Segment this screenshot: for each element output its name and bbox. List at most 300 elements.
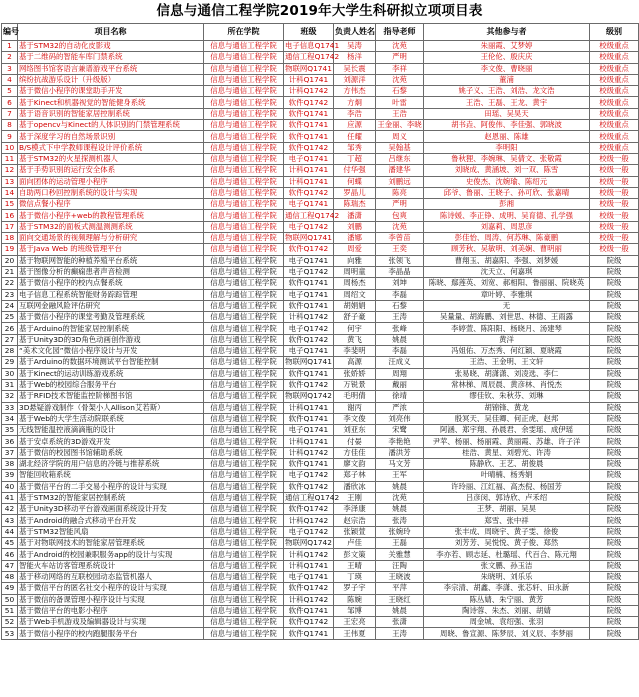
cell-advisor: 李磊: [376, 346, 424, 357]
cell-class: 电子Q1742: [284, 266, 334, 277]
cell-members: 李文俊、曹晓丽: [424, 63, 590, 74]
cell-leader: 黄飞: [334, 334, 376, 345]
cell-advisor: 张涛: [376, 515, 424, 526]
table-row: [2, 63, 639, 74]
cell-level: 院级: [590, 617, 639, 628]
cell-advisor: 王军: [376, 470, 424, 481]
cell-advisor: 王磊: [376, 538, 424, 549]
cell-level: 院级: [590, 413, 639, 424]
cell-members: 李婷萱、陈阳阳、杨晓月、汤建琴: [424, 323, 590, 334]
cell-leader: 毛明倩: [334, 391, 376, 402]
cell-class: 电子Q1742: [284, 470, 334, 481]
cell-leader: 周杨杰: [334, 278, 376, 289]
cell-name: 基于Web的大学生活动院联系统: [18, 413, 204, 424]
cell-name: 基于微信小程序的课堂助手开发: [18, 86, 204, 97]
cell-class: 计科Q1742: [284, 594, 334, 605]
cell-leader: 潘娜: [334, 233, 376, 244]
table-row: [2, 266, 639, 277]
cell-advisor: 李曾苗: [376, 233, 424, 244]
cell-advisor: 刘坤: [376, 278, 424, 289]
cell-level: 院级: [590, 470, 639, 481]
cell-class: 软件Q1741: [284, 413, 334, 424]
cell-advisor: 刘亮伟: [376, 413, 424, 424]
cell-members: 黄洋: [424, 334, 590, 345]
cell-leader: 邹博: [334, 605, 376, 616]
cell-college: 信息与通信工程学院: [204, 368, 284, 379]
cell-name: 基于opencv与Kinect的人体识别的门禁管理系统: [18, 120, 204, 131]
cell-leader: 罗晶儿: [334, 187, 376, 198]
cell-class: 电子Q1741: [284, 289, 334, 300]
cell-leader: 付晏: [334, 436, 376, 447]
cell-members: 张易晓、胡潇潇、刘凌选、李仁: [424, 368, 590, 379]
table-row: [2, 300, 639, 311]
cell-class: 计科Q1741: [284, 74, 334, 85]
cell-leader: 李浩: [334, 108, 376, 119]
cell-leader: 刘源洋: [334, 74, 376, 85]
cell-num: 40: [2, 481, 18, 492]
cell-num: 44: [2, 526, 18, 537]
cell-college: 信息与通信工程学院: [204, 74, 284, 85]
cell-level: 校级一般: [590, 210, 639, 221]
cell-college: 信息与通信工程学院: [204, 391, 284, 402]
cell-num: 46: [2, 549, 18, 560]
table-row: [2, 289, 639, 300]
cell-num: 48: [2, 571, 18, 582]
cell-level: 院级: [590, 515, 639, 526]
cell-advisor: 张婉玲: [376, 526, 424, 537]
cell-members: 叶晴楠、杨秀娟: [424, 470, 590, 481]
cell-leader: 陈瑞杰: [334, 199, 376, 210]
cell-class: 计科Q1742: [284, 86, 334, 97]
cell-class: 电子Q1741: [284, 153, 334, 164]
cell-name: B/S模式下中学教师课程设计评价系统: [18, 142, 204, 153]
cell-college: 信息与通信工程学院: [204, 289, 284, 300]
cell-num: 36: [2, 436, 18, 447]
table-row: [2, 187, 639, 198]
cell-advisor: 包爽: [376, 210, 424, 221]
cell-college: 信息与通信工程学院: [204, 628, 284, 639]
cell-level: 院级: [590, 391, 639, 402]
cell-members: 殷冥天、吴佳卿、何正虎、赵邦: [424, 413, 590, 424]
cell-members: 郑雪、张中祥: [424, 515, 590, 526]
cell-advisor: 张峰: [376, 323, 424, 334]
cell-level: 院级: [590, 628, 639, 639]
cell-members: 史俊杰、沈婉瑜、陈绍元: [424, 176, 590, 187]
cell-num: 29: [2, 357, 18, 368]
cell-members: 刘嘉莉、周思彦: [424, 221, 590, 232]
cell-advisor: 王金丽、李晓: [377, 120, 422, 130]
cell-num: 37: [2, 447, 18, 458]
cell-college: 信息与通信工程学院: [204, 425, 284, 436]
cell-level: 院级: [590, 504, 639, 515]
cell-leader: 周爱: [334, 244, 376, 255]
cell-class: 计科Q1742: [284, 549, 334, 560]
cell-members: 李亦若、顾志延、杜璐瑶、代百合、陈元翔: [424, 549, 590, 560]
cell-level: 校级一般: [590, 199, 639, 210]
cell-level: 校级一般: [590, 233, 639, 244]
cell-members: 刘芳芳、吴悦悦、黄子俊、郑然: [424, 538, 590, 549]
cell-advisor: 戴丽: [376, 379, 424, 390]
cell-advisor: 王奕: [376, 244, 424, 255]
cell-members: 朱丽霞、艾梦婷: [424, 41, 590, 52]
cell-members: 吴量量、胡海鹏、刘世思、林德、王雨露: [424, 312, 590, 323]
cell-leader: 李斐明: [334, 346, 376, 357]
cell-advisor: 姚晨: [376, 481, 424, 492]
cell-level: 院级: [590, 289, 639, 300]
cell-num: 9: [2, 131, 18, 142]
cell-members: 董浦: [424, 74, 590, 85]
header-level: 级别: [590, 24, 639, 41]
cell-advisor: 马文芳: [376, 458, 424, 469]
cell-college: 信息与通信工程学院: [204, 165, 284, 176]
cell-members: 鲁秋狸、李婉琳、吴倩文、张敬霞: [424, 153, 590, 164]
cell-leader: 李文俊: [334, 413, 376, 424]
table-row: [2, 402, 639, 413]
table-row: [2, 391, 639, 402]
cell-num: 11: [2, 153, 18, 164]
table-row: [2, 425, 639, 436]
cell-name: 3D悬疑游戏制作（骨架小人Allison艾若斯）: [18, 402, 204, 413]
cell-name: 基于STM32的面板式测温测测系统: [18, 221, 204, 232]
cell-advisor: 李晶晶: [376, 266, 424, 277]
cell-name: 智能火车站访客管理系统设计: [18, 560, 204, 571]
cell-college: 信息与通信工程学院: [204, 538, 284, 549]
cell-num: 8: [2, 120, 18, 131]
cell-class: 电子Q1742: [284, 526, 334, 537]
cell-name: 基于RFID技术智能监控阶梯图书馆: [18, 391, 204, 402]
cell-advisor: 潘建华: [376, 165, 424, 176]
cell-college: 信息与通信工程学院: [204, 142, 284, 153]
cell-num: 28: [2, 346, 18, 357]
cell-advisor: 李祥: [376, 63, 424, 74]
cell-members: 无: [424, 300, 590, 311]
cell-class: 计科Q1741: [284, 402, 334, 413]
cell-class: 计科Q1742: [284, 515, 334, 526]
cell-leader: 吴长震: [334, 63, 376, 74]
cell-advisor: 汪陶: [376, 560, 424, 571]
cell-advisor: 王晓波: [376, 571, 424, 582]
cell-num: 49: [2, 583, 18, 594]
table-row: [2, 255, 639, 266]
cell-level: 院级: [590, 436, 639, 447]
cell-num: 50: [2, 594, 18, 605]
cell-class: 软件Q1742: [284, 187, 334, 198]
cell-class: 电子Q1742: [284, 221, 334, 232]
cell-name: 基于Arduino的智能家居控制系统: [18, 323, 204, 334]
cell-level: 校级重点: [590, 131, 639, 142]
cell-num: 20: [2, 255, 18, 266]
table-row: [2, 538, 639, 549]
cell-class: 软件Q1742: [284, 244, 334, 255]
cell-leader: 郑子林: [334, 470, 376, 481]
table-row: [2, 515, 639, 526]
cell-leader: 王宏亮: [334, 617, 376, 628]
cell-members: 王浩、王磊、王龙、黄宇: [424, 97, 590, 108]
cell-members: 张文鹏、孙玉洁: [424, 560, 590, 571]
cell-num: 21: [2, 266, 18, 277]
cell-name: 基于移动网络的互联校园动态监管机器人: [18, 571, 204, 582]
cell-members: 许玲丽、江红福、高杰倪、杨国芳: [424, 481, 590, 492]
table-body: [2, 41, 639, 640]
cell-level: 院级: [590, 526, 639, 537]
cell-leader: 向雅: [334, 255, 376, 266]
cell-advisor: 姚晨: [376, 605, 424, 616]
cell-college: 信息与通信工程学院: [204, 583, 284, 594]
cell-class: 软件Q1741: [284, 458, 334, 469]
cell-leader: 舒子豪: [334, 312, 376, 323]
cell-leader: 杨洋: [334, 52, 376, 63]
cell-advisor: 关雅慧: [376, 549, 424, 560]
cell-leader: 罗子宇: [334, 583, 376, 594]
cell-leader: 吴涛: [334, 41, 376, 52]
table-row: [2, 244, 639, 255]
cell-name: 基于微信平台的匿名社交小程序的设计与实现: [18, 583, 204, 594]
cell-college: 信息与通信工程学院: [204, 120, 284, 131]
cell-advisor: 严明: [376, 52, 424, 63]
cell-advisor: 石黎: [376, 86, 424, 97]
cell-name: 基于微信平台的电影小程序: [18, 605, 204, 616]
cell-college: 信息与通信工程学院: [204, 605, 284, 616]
table-row: [2, 571, 639, 582]
cell-level: 院级: [590, 334, 639, 345]
cell-members: 常林梯、周辰晨、黄彦林、肖悦杰: [424, 379, 590, 390]
cell-advisor: 石黎: [376, 300, 424, 311]
cell-college: 信息与通信工程学院: [204, 334, 284, 345]
cell-num: 4: [2, 74, 18, 85]
cell-leader: 潘潇: [334, 210, 376, 221]
cell-num: 41: [2, 492, 18, 503]
cell-num: 33: [2, 402, 18, 413]
cell-name: 基于Kinect和机器视觉的智能健身系统: [18, 97, 204, 108]
cell-members: 沈天立、何嘉琪: [424, 266, 590, 277]
cell-leader: 方伟杰: [334, 86, 376, 97]
cell-advisor: 严明: [376, 199, 424, 210]
cell-college: 信息与通信工程学院: [204, 436, 284, 447]
cell-college: 信息与通信工程学院: [204, 187, 284, 198]
cell-name: 缤纷抗战游乐设计（升级版）: [18, 74, 204, 85]
cell-class: 软件Q1742: [284, 617, 334, 628]
cell-members: 李宗清、胡鑫、李潇、张芯轩、田永新: [424, 583, 590, 594]
cell-advisor: 王浩: [376, 108, 424, 119]
header-name: 项目名称: [18, 24, 204, 41]
cell-name: 湖北经济学院的用户信息的冷链与推荐系统: [18, 458, 204, 469]
cell-name: 基于安卓系统的3D游戏开发: [18, 436, 204, 447]
table-row: [2, 447, 639, 458]
cell-members: 张丰成、周晓宇、黄子雯、徐俊: [424, 526, 590, 537]
cell-leader: 陈婉: [334, 594, 376, 605]
cell-members: 李明阳: [424, 142, 590, 153]
cell-leader: 方佳佳: [334, 447, 376, 458]
table-row: [2, 97, 639, 108]
cell-advisor: 严浓: [376, 402, 424, 413]
cell-num: 34: [2, 413, 18, 424]
cell-num: 51: [2, 605, 18, 616]
cell-class: 软件Q1741: [284, 278, 334, 289]
cell-level: 院级: [590, 549, 639, 560]
cell-name: 互联网金融风险评估研究: [18, 300, 204, 311]
cell-college: 信息与通信工程学院: [204, 312, 284, 323]
cell-leader: 何蝶: [334, 176, 376, 187]
cell-class: 电子Q1741: [284, 571, 334, 582]
cell-members: 陶诗蓉、朱杰、刘丽、胡婧: [424, 605, 590, 616]
cell-name: 基于Web手机游戏及编辑器设计与实现: [18, 617, 204, 628]
cell-class: 电子Q1741: [284, 255, 334, 266]
cell-college: 信息与通信工程学院: [204, 571, 284, 582]
cell-num: 45: [2, 538, 18, 549]
table-row: [2, 233, 639, 244]
cell-class: 通信工程Q1742: [285, 210, 340, 220]
cell-advisor: 张领飞: [376, 255, 424, 266]
cell-college: 信息与通信工程学院: [204, 108, 284, 119]
cell-members: 吕彦闵、郭诗欣、卢禾绍: [424, 492, 590, 503]
table-row: [2, 120, 639, 131]
table-row: [2, 470, 639, 481]
cell-num: 25: [2, 312, 18, 323]
cell-level: 院级: [590, 402, 639, 413]
cell-class: 软件Q1742: [284, 142, 334, 153]
cell-num: 17: [2, 221, 18, 232]
table-row: [2, 278, 639, 289]
cell-name: 电子信息工程系统智能财务踪踪管理: [18, 289, 204, 300]
table-row: [2, 379, 639, 390]
cell-college: 信息与通信工程学院: [204, 458, 284, 469]
table-row: [2, 165, 639, 176]
cell-name: 基于STM32的火星探测机器人: [18, 153, 204, 164]
cell-class: 电子信息Q1741: [285, 41, 340, 51]
cell-class: 计科Q1742: [284, 447, 334, 458]
cell-name: 基于Android的校园兼职服务app的设计与实现: [18, 549, 204, 560]
cell-level: 院级: [590, 266, 639, 277]
cell-num: 31: [2, 379, 18, 390]
cell-name: 无线智能温控液滴滴瓶的设计: [18, 425, 204, 436]
cell-class: 物联网Q1741: [285, 63, 332, 73]
cell-members: 胡锦锋、黄龙: [424, 402, 590, 413]
cell-class: 计科Q1741: [284, 436, 334, 447]
cell-class: 软件Q1741: [284, 131, 334, 142]
cell-name: 基于微信的校园图书馆辅助系统: [18, 447, 204, 458]
cell-name: 基于Web的校园综合服务平台: [18, 379, 204, 390]
cell-leader: 张颖萱: [334, 526, 376, 537]
cell-members: 田瑶、吴昊天: [424, 108, 590, 119]
cell-name: 基于STM32智能风扇: [18, 526, 204, 537]
table-header-row: [2, 24, 639, 41]
cell-name: 基于图像分析的癫痫患者声音检测: [18, 266, 204, 277]
cell-level: 院级: [590, 571, 639, 582]
cell-members: 姚子义、王浩、刘浩、龙文浩: [424, 86, 590, 97]
table-row: [2, 560, 639, 571]
cell-members: 胡书垚、阿俊伟、李佳强、郭晓波: [424, 120, 590, 131]
cell-name: 基于Unity3D的3D角色动画创作游戏: [18, 334, 204, 345]
cell-advisor: 刘鹏远: [376, 176, 424, 187]
cell-college: 信息与通信工程学院: [204, 402, 284, 413]
cell-level: 院级: [590, 357, 639, 368]
cell-level: 院级: [590, 594, 639, 605]
cell-college: 信息与通信工程学院: [204, 481, 284, 492]
cell-num: 12: [2, 165, 18, 176]
table-row: [2, 312, 639, 323]
cell-num: 42: [2, 504, 18, 515]
cell-leader: 高源: [334, 357, 376, 368]
cell-leader: 廖文韵: [334, 458, 376, 469]
header-members: 其他参与者: [424, 24, 590, 41]
cell-leader: 付华强: [334, 165, 376, 176]
cell-name: 基于Arduino的数据环境测试平台智能控制: [18, 357, 204, 368]
cell-members: 赵恩丽、陈雄: [424, 131, 590, 142]
cell-level: 校级一般: [590, 165, 639, 176]
cell-level: 院级: [590, 312, 639, 323]
cell-num: 32: [2, 391, 18, 402]
cell-num: 3: [2, 63, 18, 74]
cell-class: 软件Q1741: [284, 108, 334, 119]
cell-name: 面向团体的运动管理小程序: [18, 176, 204, 187]
cell-num: 30: [2, 368, 18, 379]
cell-level: 院级: [590, 560, 639, 571]
cell-advisor: 平萍: [376, 583, 424, 594]
cell-level: 校级重点: [590, 120, 639, 131]
header-college: 所在学院: [204, 24, 284, 41]
cell-level: 校级重点: [590, 108, 639, 119]
cell-num: 16: [2, 210, 18, 221]
table-row: [2, 617, 639, 628]
cell-name: 基于Java Web 的班级管理平台: [18, 244, 204, 255]
cell-num: 27: [2, 334, 18, 345]
cell-num: 14: [2, 187, 18, 198]
cell-name: 基于STM32的自动化皮影戏: [18, 41, 204, 52]
cell-level: 院级: [590, 255, 639, 266]
cell-advisor: 周义: [376, 131, 424, 142]
cell-advisor: 张潇: [376, 617, 424, 628]
cell-college: 信息与通信工程学院: [204, 176, 284, 187]
cell-college: 信息与通信工程学院: [204, 221, 284, 232]
cell-members: 章叶婷、李雅琪: [424, 289, 590, 300]
cell-num: 22: [2, 278, 18, 289]
cell-advisor: 潘洪芳: [376, 447, 424, 458]
cell-name: 基于微信小程序的校内跑腿服务平台: [18, 628, 204, 639]
cell-college: 信息与通信工程学院: [204, 255, 284, 266]
cell-college: 信息与通信工程学院: [204, 492, 284, 503]
cell-level: 校级重点: [590, 142, 639, 153]
cell-members: 王浩、王金明、王文轩: [424, 357, 590, 368]
cell-level: 校级重点: [590, 74, 639, 85]
cell-advisor: 王涛: [376, 312, 424, 323]
cell-college: 信息与通信工程学院: [204, 357, 284, 368]
cell-college: 信息与通信工程学院: [204, 233, 284, 244]
table-row: [2, 131, 639, 142]
cell-class: 软件Q1742: [284, 97, 334, 108]
cell-name: 基于Kinect的运动训练游戏系统: [18, 368, 204, 379]
cell-level: 校级重点: [590, 86, 639, 97]
cell-level: 校级重点: [590, 63, 639, 74]
cell-num: 39: [2, 470, 18, 481]
cell-name: 基于微信平台的二手交易小程序的设计与实现: [18, 481, 204, 492]
cell-advisor: 叶雷: [376, 97, 424, 108]
table-row: [2, 413, 639, 424]
cell-members: 彭佳怡、周涛、何苏琳、陈豪鹏: [424, 233, 590, 244]
cell-num: 15: [2, 199, 18, 210]
cell-level: 院级: [590, 538, 639, 549]
cell-level: 校级一般: [590, 176, 639, 187]
table-row: [2, 108, 639, 119]
cell-name: 网络图书馆客语言兼谱游戏平台系统: [18, 63, 204, 74]
cell-advisor: 沈苑: [376, 41, 424, 52]
cell-level: 院级: [590, 379, 639, 390]
cell-num: 18: [2, 233, 18, 244]
cell-college: 信息与通信工程学院: [204, 379, 284, 390]
cell-num: 13: [2, 176, 18, 187]
cell-class: 计科Q1741: [284, 176, 334, 187]
cell-members: 王伦伦、殷庆庆: [424, 52, 590, 63]
cell-leader: 周绍文: [334, 289, 376, 300]
